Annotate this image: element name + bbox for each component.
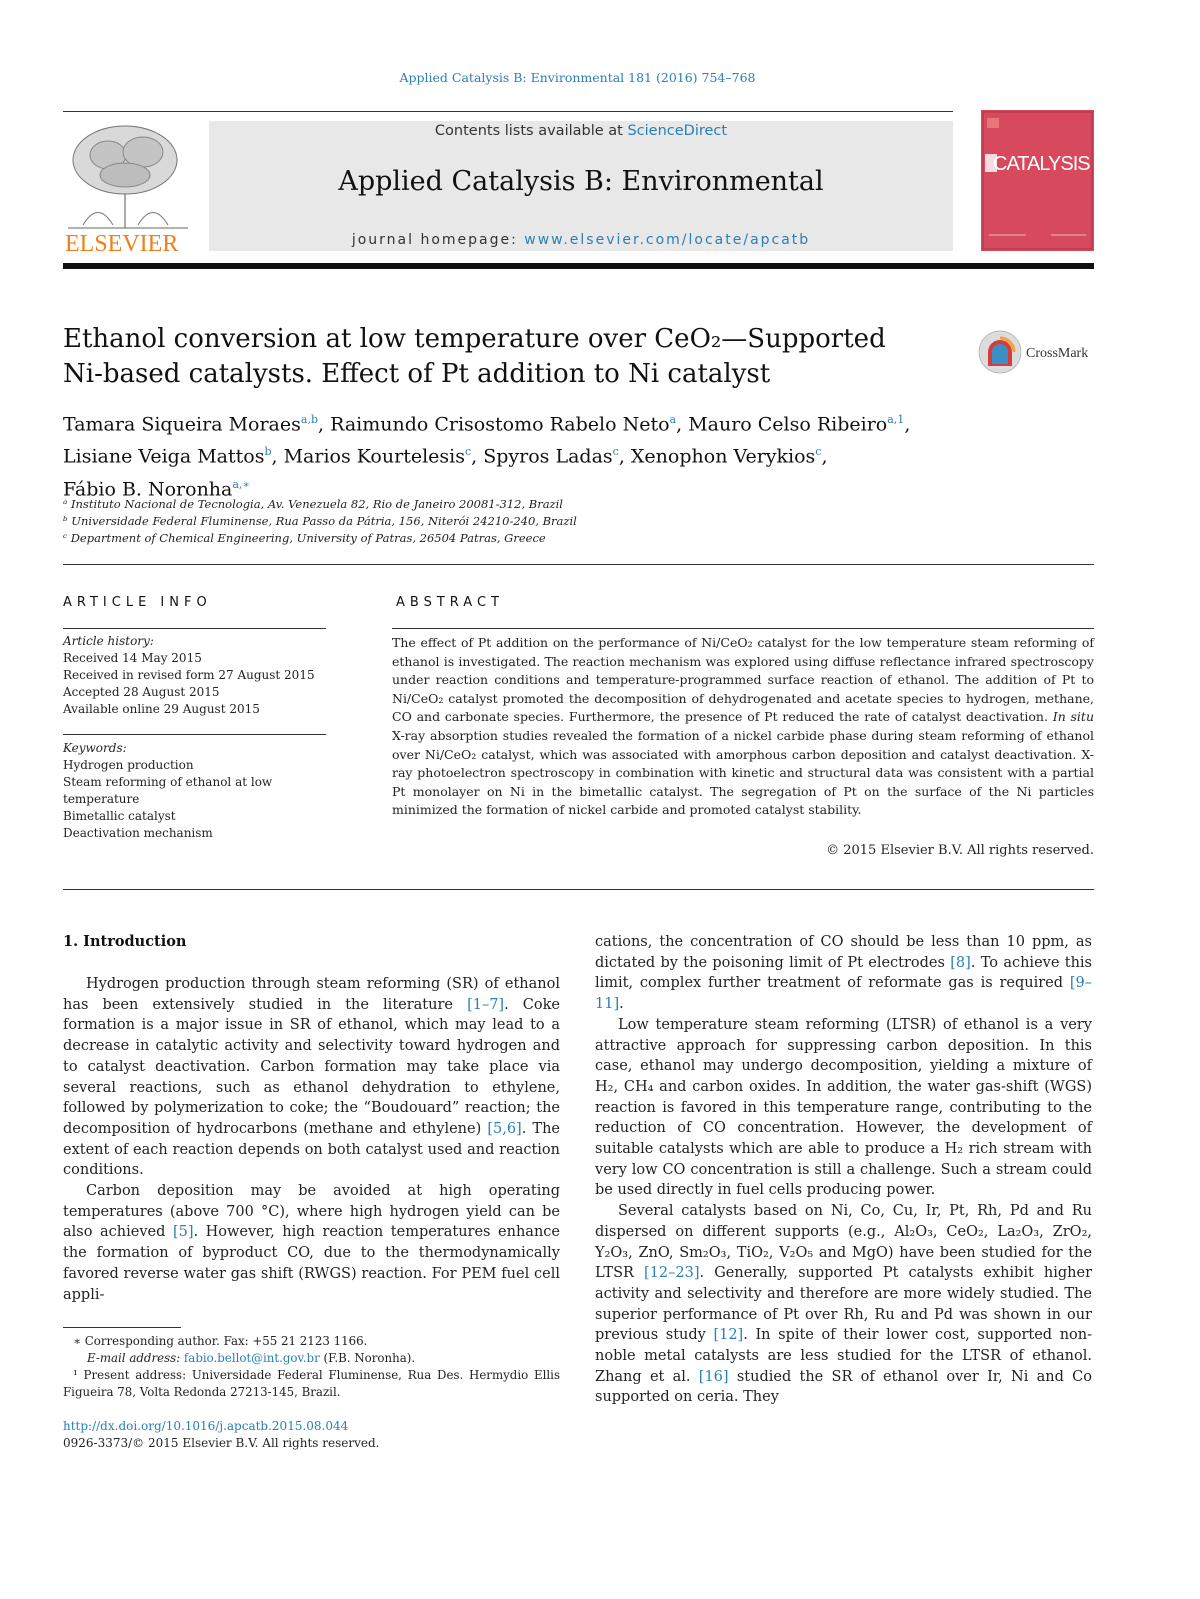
- keyword: Hydrogen production: [63, 758, 194, 772]
- footnotes: [63, 1333, 560, 1401]
- paragraph: [63, 1181, 560, 1305]
- abstract-copyright: © 2015 Elsevier B.V. All rights reserved.: [826, 843, 1094, 858]
- author-name: Lisiane Veiga Mattos: [63, 445, 265, 468]
- citation-link[interactable]: [16]: [698, 1368, 729, 1385]
- keyword: Bimetallic catalyst: [63, 809, 176, 823]
- article-title-line-2: Ni-based catalysts. Effect of Pt addition to Ni catalyst: [63, 359, 771, 389]
- citation-link[interactable]: [8]: [950, 954, 971, 971]
- cover-catalysis-label: CATALYSIS: [993, 153, 1090, 175]
- abstract-text-part: The effect of Pt addition on the performance of Ni/CeO₂ catalyst for the low temperature steam reforming of ethanol is investigated. The reaction mechanism was explored using diffuse reflectance infrared spectroscopy under reaction conditions and temperature-programmed surface reaction of ethanol. The addition of Pt to Ni/CeO₂ catalyst promoted the decomposition of dehydrogenated and acetate species to hydrogen, methane, CO and carbonate species. Furthermore, the presence of Pt reduced the rate of catalyst deactivation.: [392, 635, 1094, 725]
- author-line-1: Tamara Siqueira Moraes$^{a,b}$, Raimundo Crisostomo Rabelo Neto$^a$, Mauro Celso Ribeiro$^{a,1}$,: [63, 413, 911, 436]
- author-name: , Spyros Ladas: [471, 445, 613, 468]
- article-info-heading: ARTICLE INFO: [63, 595, 212, 610]
- citation-link[interactable]: [12–23]: [644, 1265, 700, 1282]
- text: . Coke formation is a major issue in SR of ethanol, which may lead to a decrease in catalytic activity and selectivity toward hydrogen and to catalyst deactivation. Carbon formation may take place via several reactions, such as ethanol dehydration to ethylene, followed by polymerization to coke; the “Boudouard” reaction; the decomposition of hydrocarbons (methane and ethylene): [63, 996, 560, 1137]
- doi-link[interactable]: http://dx.doi.org/10.1016/j.apcatb.2015.08.044: [63, 1419, 349, 1433]
- body-column-right: [595, 932, 1092, 1408]
- body-column-left: [63, 974, 560, 1305]
- homepage-prefix: journal homepage:: [351, 232, 525, 248]
- text: . Generally, supported Pt catalysts exhibit higher activity and selectivity and therefore are more widely studied. The superior performance of Pt over Rh, Ru and Pd was shown in our previous study: [595, 1265, 1093, 1344]
- author-name: Tamara Siqueira Moraes: [63, 413, 301, 436]
- abstract-text: [392, 634, 1094, 820]
- citation-link[interactable]: [5,6]: [487, 1120, 522, 1137]
- abstract-text-part: X-ray absorption studies revealed the formation of a nickel carbide phase during steam reforming of ethanol over Ni/CeO₂ catalyst, which was associated with amorphous carbon deposition and catalyst deactivation. X-ray photoelectron spectroscopy in combination with kinetic and structural data was consistent with a partial Pt monolayer on Ni in the bimetallic catalyst. The segregation of Pt on the surface of the Ni particles minimized the formation of nickel carbide and promoted catalyst stability.: [392, 727, 1094, 818]
- footnote-present-address: ¹ Present address: Universidade Federal Fluminense, Rua Des. Hermydio Ellis Figueira 78, Volta Redonda 27213-145, Brazil.: [63, 1368, 560, 1399]
- article-info-rule: [63, 628, 326, 629]
- footnote-corresponding: ∗ Corresponding author. Fax: +55 21 2123 1166.: [73, 1334, 368, 1348]
- author-name: , Xenophon Verykios: [618, 445, 816, 468]
- keywords-rule: [63, 734, 326, 735]
- section-rule: [63, 889, 1094, 890]
- author-affil-marker[interactable]: c: [815, 445, 822, 459]
- elsevier-wordmark: ELSEVIER: [65, 231, 179, 254]
- text: . However, high reaction temperatures enhance the formation of byproduct CO, due to the thermodynamically favored reverse water gas shift (RWGS) reaction. For PEM fuel cell appli-: [63, 1224, 560, 1303]
- email-label: E-mail address:: [87, 1351, 184, 1365]
- contents-line: [209, 123, 953, 139]
- author-name: , Marios Kourtelesis: [271, 445, 465, 468]
- paragraph: [595, 1201, 1092, 1408]
- keywords-block: [63, 740, 326, 842]
- crossmark-label: CrossMark: [1026, 346, 1089, 361]
- elsevier-logo: [63, 120, 193, 254]
- author-affil-marker[interactable]: a,1: [887, 413, 905, 426]
- keyword: Steam reforming of ethanol at low temperature: [63, 775, 273, 806]
- citation-link[interactable]: [5]: [172, 1224, 194, 1241]
- text: . In spite of their lower cost, supported non-noble metal catalysts are less studied for the LTSR of ethanol. Zhang et al.: [595, 1327, 1093, 1385]
- paragraph: [63, 974, 560, 1181]
- revised-date: Received in revised form 27 August 2015: [63, 668, 315, 682]
- paragraph: [595, 932, 1092, 1015]
- paragraph: Low temperature steam reforming (LTSR) of ethanol is a very attractive approach for suppressing carbon deposition. In this case, ethanol may undergo decomposition, yielding a mixture of H₂, CH₄ and carbon oxides. In addition, the water gas-shift (WGS) reaction is favored in this temperature range, contributing to the reduction of CO concentration. However, the development of suitable catalysts which are able to produce a H₂ rich stream with very low CO concentration is still a challenge. Such a stream could be used directly in fuel cells producing power.: [595, 1016, 1092, 1199]
- footnote-rule: [63, 1327, 181, 1328]
- accepted-date: Accepted 28 August 2015: [63, 685, 220, 699]
- author-name: , Raimundo Crisostomo Rabelo Neto: [318, 413, 670, 436]
- journal-reference[interactable]: Applied Catalysis B: Environmental 181 (2016) 754–768: [399, 70, 756, 85]
- online-date: Available online 29 August 2015: [63, 702, 260, 716]
- email-suffix: (F.B. Noronha).: [319, 1351, 416, 1365]
- citation-link[interactable]: [12]: [713, 1327, 744, 1344]
- journal-cover-thumbnail[interactable]: [981, 110, 1094, 251]
- text: studied the SR of ethanol over Ir, Ni and Co supported on ceria. They: [595, 1368, 1092, 1406]
- affiliation-c: ᶜ Department of Chemical Engineering, University of Patras, 26504 Patras, Greece: [63, 531, 546, 545]
- received-date: Received 14 May 2015: [63, 651, 202, 665]
- author-affil-marker[interactable]: a,b: [300, 413, 318, 426]
- author-list: [63, 406, 1103, 503]
- header-thick-rule: [63, 263, 1094, 269]
- author-line-2: Lisiane Veiga Mattos$^b$, Marios Kourtelesis$^c$, Spyros Ladas$^c$, Xenophon Verykios$^c$,: [63, 445, 828, 468]
- contents-prefix: Contents lists available at: [434, 123, 628, 139]
- author-affil-marker[interactable]: a: [669, 413, 677, 426]
- affiliation-a: ᵃ Instituto Nacional de Tecnologia, Av. Venezuela 82, Rio de Janeiro 20081-312, Brazil: [63, 497, 563, 511]
- journal-homepage: [209, 232, 953, 248]
- history-label: Article history:: [63, 634, 154, 648]
- text: . The extent of each reaction depends on both catalyst used and reaction conditions.: [63, 1120, 560, 1179]
- author-affil-marker[interactable]: c: [612, 445, 619, 459]
- citation-link[interactable]: [9–11]: [595, 975, 1092, 1013]
- email-link[interactable]: fabio.bellot@int.gov.br: [183, 1351, 320, 1365]
- article-title: [63, 322, 943, 392]
- author-affil-marker[interactable]: c: [464, 445, 472, 459]
- journal-title: Applied Catalysis B: Environmental: [338, 166, 824, 197]
- homepage-link[interactable]: www.elsevier.com/locate/apcatb: [524, 232, 811, 248]
- abstract-heading: ABSTRACT: [396, 595, 504, 610]
- author-affil-marker[interactable]: b: [264, 445, 272, 459]
- header-rule: [63, 111, 953, 112]
- article-title-line-1: Ethanol conversion at low temperature over CeO₂—Supported: [63, 324, 886, 354]
- abstract-italic-term: In situ: [1052, 709, 1095, 725]
- keyword: Deactivation mechanism: [63, 826, 213, 840]
- author-affil-marker[interactable]: a,∗: [232, 477, 250, 491]
- text: Hydrogen production through steam reforming (SR) of ethanol has been extensively studied in the literature: [63, 976, 560, 1013]
- text: . To achieve this limit, complex further treatment of reformate gas is required: [595, 954, 1092, 992]
- sciencedirect-link[interactable]: ScienceDirect: [627, 123, 728, 139]
- text: cations, the concentration of CO should be less than 10 ppm, as dictated by the poisoning limit of Pt electrodes: [595, 934, 1092, 971]
- footnote-email: [63, 1350, 560, 1367]
- abstract-rule: [392, 628, 1094, 629]
- author-name: Fábio B. Noronha: [63, 477, 233, 500]
- text: .: [619, 996, 624, 1013]
- section-heading-introduction: 1. Introduction: [63, 933, 187, 950]
- affiliation-b: ᵇ Universidade Federal Fluminense, Rua Passo da Pátria, 156, Niterói 24210-240, Brazil: [63, 514, 577, 528]
- text: Carbon deposition may be avoided at high operating temperatures (above 700 °C), where high hydrogen yield can be also achieved: [63, 1183, 560, 1241]
- article-history: [63, 633, 326, 718]
- crossmark-badge[interactable]: [978, 328, 1098, 376]
- author-name: , Mauro Celso Ribeiro: [676, 413, 888, 436]
- citation-link[interactable]: [1–7]: [467, 996, 505, 1013]
- text: Several catalysts based on Ni, Co, Cu, Ir, Pt, Rh, Pd and Ru dispersed on different supports (e.g., Al₂O₃, CeO₂, La₂O₃, ZrO₂, Y₂O₃, ZnO, Sm₂O₃, TiO₂, V₂O₅ and MgO) have been studied for the LTSR: [595, 1203, 1092, 1282]
- keywords-label: Keywords:: [63, 741, 127, 755]
- section-rule: [63, 564, 1094, 565]
- issn-line: 0926-3373/© 2015 Elsevier B.V. All rights reserved.: [63, 1436, 380, 1450]
